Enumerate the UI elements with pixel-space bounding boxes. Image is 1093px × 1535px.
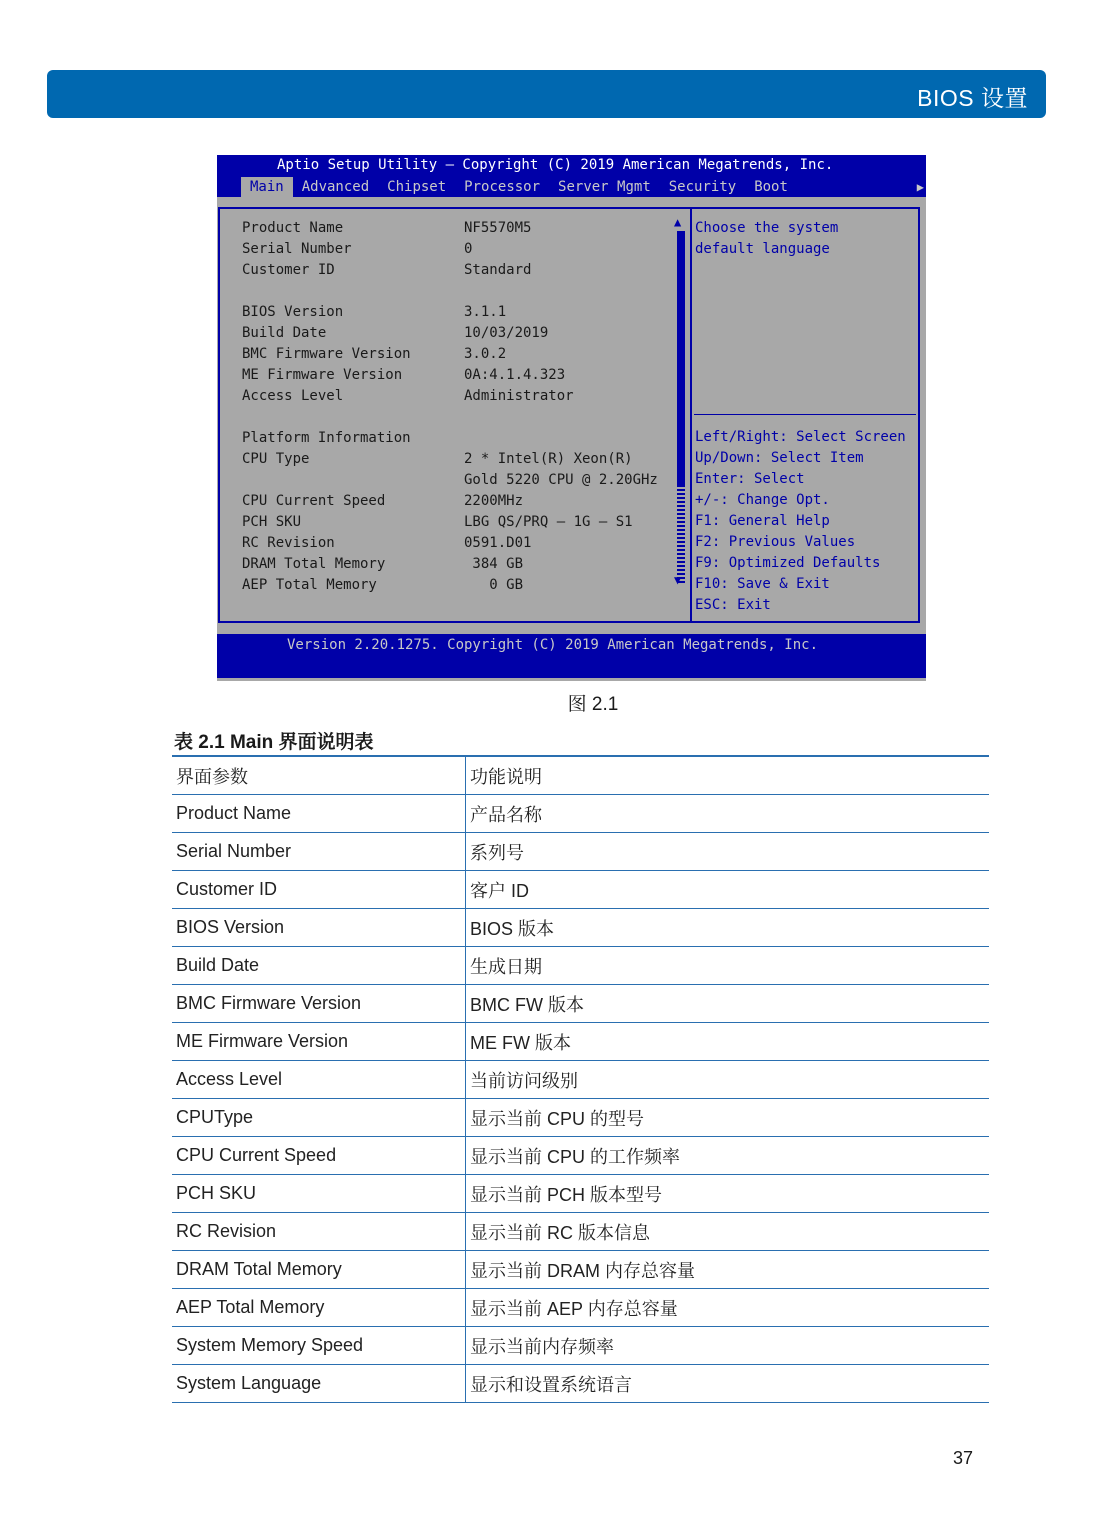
- table-row: [172, 1023, 989, 1061]
- table-cell: Serial Number: [172, 833, 466, 871]
- bios-key-hint: F2: Previous Values: [695, 534, 856, 550]
- menu-more-arrow-icon: ▶: [916, 180, 924, 194]
- table-row: [172, 833, 989, 871]
- bios-info-label: BIOS Version: [242, 304, 344, 320]
- table-cell: 显示当前内存频率: [466, 1327, 990, 1365]
- table-cell: AEP Total Memory: [172, 1289, 466, 1327]
- bios-info-label: Customer ID: [242, 262, 335, 278]
- bios-help-line: default language: [695, 241, 830, 257]
- table-cell: 当前访问级别: [466, 1061, 990, 1099]
- table-cell: 显示当前 AEP 内存总容量: [466, 1289, 990, 1327]
- bios-info-value: 384 GB: [464, 556, 524, 572]
- bios-tab-processor[interactable]: Processor: [464, 179, 541, 195]
- bios-key-hint: Enter: Select: [695, 471, 805, 487]
- table-row: [172, 1099, 989, 1137]
- bios-key-hint: Up/Down: Select Item: [695, 450, 864, 466]
- bios-tab-server-mgmt[interactable]: Server Mgmt: [558, 179, 651, 195]
- table-cell: BMC Firmware Version: [172, 985, 466, 1023]
- table-cell: 系列号: [466, 833, 990, 871]
- bios-scrollbar-thumb[interactable]: [677, 487, 685, 583]
- table-cell: BIOS Version: [172, 909, 466, 947]
- bios-info-value: 0: [464, 241, 473, 257]
- table-cell: System Language: [172, 1365, 466, 1403]
- table-header-cell: 功能说明: [466, 756, 990, 795]
- scroll-down-arrow-icon[interactable]: ▼: [674, 573, 682, 587]
- table-cell: DRAM Total Memory: [172, 1251, 466, 1289]
- bios-key-hint: F10: Save & Exit: [695, 576, 830, 592]
- figure-caption-text: 图 2.1: [567, 694, 619, 715]
- bios-info-value: LBG QS/PRQ – 1G – S1: [464, 514, 633, 530]
- table-row: [172, 1365, 989, 1403]
- table-row: [172, 1061, 989, 1099]
- table-cell: ME Firmware Version: [172, 1023, 466, 1061]
- figure-caption: [0, 689, 1093, 716]
- bios-panel-divider: [690, 207, 692, 623]
- table-cell: 客户 ID: [466, 871, 990, 909]
- bios-info-label: PCH SKU: [242, 514, 302, 530]
- chapter-title: BIOS 设置: [917, 85, 1028, 111]
- main-description-table: [172, 755, 989, 1403]
- bios-info-value: 3.0.2: [464, 346, 507, 362]
- bios-info-value: Standard: [464, 262, 532, 278]
- table-header-cell: 界面参数: [172, 756, 466, 795]
- bios-key-hint: F9: Optimized Defaults: [695, 555, 881, 571]
- table-title: 表 2.1 Main 界面说明表: [174, 732, 374, 753]
- table-row: [172, 947, 989, 985]
- table-row: [172, 871, 989, 909]
- table-cell: BMC FW 版本: [466, 985, 990, 1023]
- bios-info-value: 2200MHz: [464, 493, 524, 509]
- bios-help-line: Choose the system: [695, 220, 839, 236]
- bios-info-label: CPU Type: [242, 451, 310, 467]
- chapter-header-bar: [47, 70, 1046, 118]
- bios-tab-boot[interactable]: Boot: [754, 179, 788, 195]
- bios-key-hint: +/-: Change Opt.: [695, 492, 830, 508]
- table-row: [172, 1327, 989, 1365]
- bios-key-hint: Left/Right: Select Screen: [695, 429, 906, 445]
- bios-info-label: Platform Information: [242, 430, 411, 446]
- bios-tab-main[interactable]: Main: [241, 177, 293, 197]
- bios-info-label: BMC Firmware Version: [242, 346, 411, 362]
- bios-tab-advanced[interactable]: Advanced: [301, 179, 370, 195]
- table-header-row: [172, 756, 989, 795]
- bios-key-hint: F1: General Help: [695, 513, 830, 529]
- table-row: [172, 1213, 989, 1251]
- bios-utility-title: Aptio Setup Utility – Copyright (C) 2019 American Megatrends, Inc.: [277, 157, 834, 173]
- table-cell: BIOS 版本: [466, 909, 990, 947]
- bios-info-value: 10/03/2019: [464, 325, 549, 341]
- table-cell: Product Name: [172, 795, 466, 833]
- table-cell: 生成日期: [466, 947, 990, 985]
- bios-info-label: Access Level: [242, 388, 344, 404]
- table-cell: Customer ID: [172, 871, 466, 909]
- bios-info-value: Administrator: [464, 388, 574, 404]
- bios-info-value: Gold 5220 CPU @ 2.20GHz: [464, 472, 658, 488]
- table-cell: RC Revision: [172, 1213, 466, 1251]
- bios-info-value: 0591.D01: [464, 535, 532, 551]
- bios-info-value: 3.1.1: [464, 304, 507, 320]
- bios-info-label: Product Name: [242, 220, 344, 236]
- scroll-up-arrow-icon[interactable]: ▲: [674, 215, 682, 229]
- bios-info-label: ME Firmware Version: [242, 367, 403, 383]
- bios-tab-security[interactable]: Security: [668, 179, 737, 195]
- table-row: [172, 1137, 989, 1175]
- bios-key-hint: ESC: Exit: [695, 597, 771, 613]
- table-cell: 显示当前 CPU 的工作频率: [466, 1137, 990, 1175]
- table-cell: Build Date: [172, 947, 466, 985]
- table-row: [172, 1251, 989, 1289]
- table-cell: 显示当前 PCH 版本型号: [466, 1175, 990, 1213]
- bios-info-value: NF5570M5: [464, 220, 532, 236]
- table-cell: 显示和设置系统语言: [466, 1365, 990, 1403]
- bios-title-bar: [217, 155, 926, 197]
- table-cell: CPUType: [172, 1099, 466, 1137]
- table-cell: PCH SKU: [172, 1175, 466, 1213]
- table-row: [172, 795, 989, 833]
- bios-info-label: DRAM Total Memory: [242, 556, 386, 572]
- bios-info-label: Serial Number: [242, 241, 352, 257]
- bios-info-label: CPU Current Speed: [242, 493, 386, 509]
- table-cell: ME FW 版本: [466, 1023, 990, 1061]
- table-cell: CPU Current Speed: [172, 1137, 466, 1175]
- table-cell: 产品名称: [466, 795, 990, 833]
- bios-help-separator: [694, 414, 916, 415]
- bios-menu-bar: [241, 177, 797, 197]
- bios-info-value: 2 * Intel(R) Xeon(R): [464, 451, 633, 467]
- table-row: [172, 1175, 989, 1213]
- table-cell: System Memory Speed: [172, 1327, 466, 1365]
- bios-tab-chipset[interactable]: Chipset: [387, 179, 447, 195]
- table-row: [172, 985, 989, 1023]
- table-row: [172, 1289, 989, 1327]
- page-number: 37: [952, 1448, 973, 1468]
- bios-info-value: 0A:4.1.4.323: [464, 367, 566, 383]
- bios-status-bar: [217, 634, 926, 678]
- bios-screenshot: [217, 155, 926, 681]
- table-cell: 显示当前 RC 版本信息: [466, 1213, 990, 1251]
- table-cell: 显示当前 CPU 的型号: [466, 1099, 990, 1137]
- bios-info-label: RC Revision: [242, 535, 335, 551]
- bios-info-value: 0 GB: [464, 577, 524, 593]
- bios-version-text: Version 2.20.1275. Copyright (C) 2019 American Megatrends, Inc.: [287, 637, 819, 653]
- bios-info-label: Build Date: [242, 325, 327, 341]
- table-cell: 显示当前 DRAM 内存总容量: [466, 1251, 990, 1289]
- table-cell: Access Level: [172, 1061, 466, 1099]
- bios-info-label: AEP Total Memory: [242, 577, 377, 593]
- table-row: [172, 909, 989, 947]
